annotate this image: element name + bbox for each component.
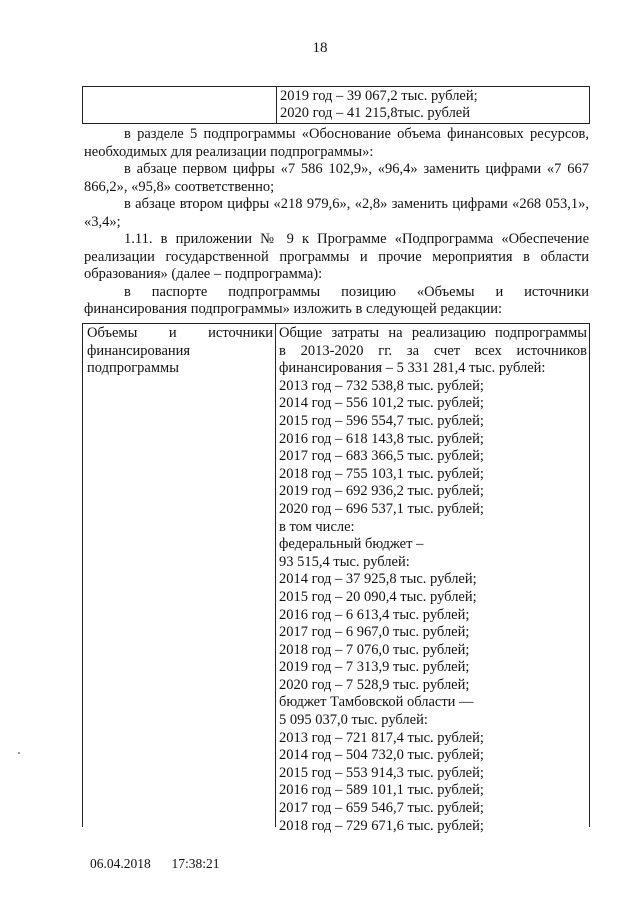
federal-year-line: 2016 год – 6 613,4 тыс. рублей; (279, 606, 470, 623)
top-table (82, 86, 590, 124)
total-year-line: 2016 год – 618 143,8 тыс. рублей; (279, 430, 484, 447)
print-time: 17:38:21 (171, 856, 220, 871)
scan-mark (18, 752, 20, 754)
passport-table (82, 323, 590, 834)
regional-year-line: 2013 год – 721 817,4 тыс. рублей; (279, 729, 484, 746)
intro-line: Общие затраты на реализацию подпрограммы (279, 325, 587, 341)
including-label: в том числе: (279, 518, 355, 535)
page-number: 18 (312, 40, 328, 56)
total-year-line: 2018 год – 755 103,1 тыс. рублей; (279, 465, 484, 482)
regional-year-line: 2017 год – 659 546,7 тыс. рублей; (279, 800, 484, 817)
regional-year-line: 2014 год – 504 732,0 тыс. рублей; (279, 747, 484, 764)
intro-line: в 2013-2020 гг. за счет всех источников (279, 342, 587, 359)
federal-year-line: 2018 год – 7 076,0 тыс. рублей; (279, 641, 470, 658)
passport-value-cell (276, 324, 589, 834)
federal-year-line: 2019 год – 7 313,9 тыс. рублей; (279, 659, 470, 676)
top-table-line: 2019 год – 39 067,2 тыс. рублей; (280, 88, 478, 104)
position-line: Объемы и источники (87, 325, 273, 341)
position-line: подпрограммы (87, 360, 179, 376)
intro-line: финансирования – 5 331 281,4 тыс. рублей: (279, 360, 546, 377)
top-table-right-cell (277, 87, 589, 123)
federal-year-line: 2014 год – 37 925,8 тыс. рублей; (279, 571, 477, 588)
total-year-line: 2019 год – 692 936,2 тыс. рублей; (279, 483, 484, 500)
top-table-line: 2020 год – 41 215,8тыс. рублей (280, 105, 471, 121)
total-year-line: 2020 год – 696 537,1 тыс. рублей; (279, 500, 484, 517)
federal-budget-label: федеральный бюджет – (279, 536, 424, 553)
print-date: 06.04.2018 (90, 856, 151, 871)
regional-year-line: 2015 год – 553 914,3 тыс. рублей; (279, 764, 484, 781)
total-year-line: 2015 год – 596 554,7 тыс. рублей; (279, 412, 484, 429)
federal-year-line: 2017 год – 6 967,0 тыс. рублей; (279, 624, 470, 641)
regional-year-line: 2016 год – 589 101,1 тыс. рублей; (279, 782, 484, 799)
regional-budget-label: бюджет Тамбовской области — (279, 694, 474, 711)
paragraph: в разделе 5 подпрограммы «Обоснование объема финансовых ресурсов, необходимых для реализации подпрограммы»: (84, 126, 589, 160)
total-year-line: 2017 год – 683 366,5 тыс. рублей; (279, 448, 484, 465)
total-year-line: 2013 год – 732 538,8 тыс. рублей; (279, 377, 484, 394)
top-table-left-cell (83, 87, 277, 123)
paragraph: в абзаце первом цифры «7 586 102,9», «96,4» заменить цифрами «7 667 866,2», «95,8» соответственно; (84, 161, 589, 195)
print-timestamp (90, 856, 220, 872)
total-year-line: 2014 год – 556 101,2 тыс. рублей; (279, 395, 484, 412)
passport-position-cell (83, 324, 276, 827)
regional-budget-total: 5 095 037,0 тыс. рублей: (279, 712, 428, 729)
position-line: финансирования (87, 342, 191, 359)
amendment-text (84, 126, 589, 319)
regional-year-line: 2018 год – 729 671,6 тыс. рублей; (279, 817, 484, 834)
paragraph: 1.11. в приложении № 9 к Программе «Подпрограмма «Обеспечение реализации государственной программы и прочие мероприятия в области образования» (далее – подпрограмма): (84, 231, 589, 282)
paragraph: в абзаце втором цифры «218 979,6», «2,8» заменить цифрами «268 053,1», «3,4»; (84, 196, 589, 230)
paragraph: в паспорте подпрограммы позицию «Объемы и источники финансирования подпрограммы» изложить в следующей редакции: (84, 283, 589, 317)
federal-year-line: 2015 год – 20 090,4 тыс. рублей; (279, 588, 477, 605)
federal-budget-total: 93 515,4 тыс. рублей: (279, 553, 410, 570)
federal-year-line: 2020 год – 7 528,9 тыс. рублей; (279, 676, 470, 693)
